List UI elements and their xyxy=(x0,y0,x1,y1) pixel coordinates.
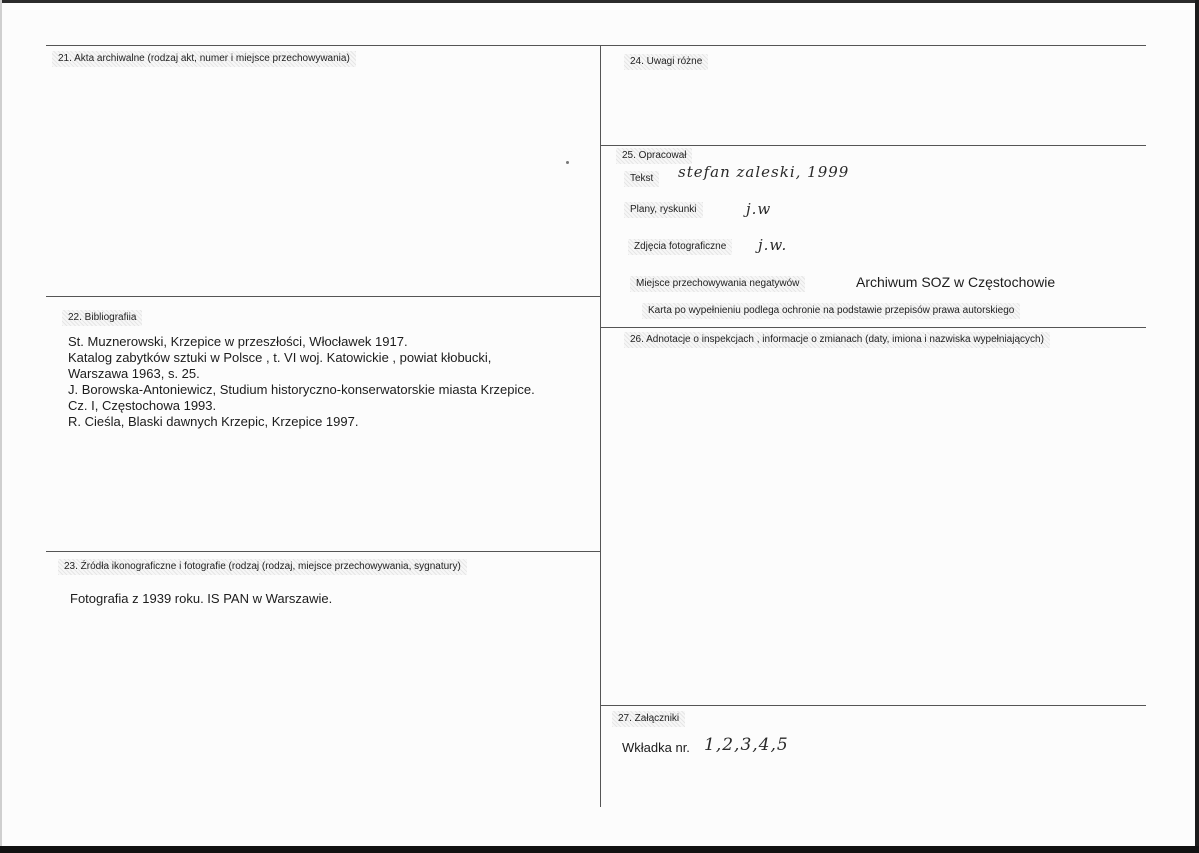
scan-edge-bottom xyxy=(0,846,1199,853)
section-22-label: 22. Bibliografiia xyxy=(62,310,142,326)
section-21-label: 21. Akta archiwalne (rodzaj akt, numer i miejsce przechowywania) xyxy=(52,51,356,67)
scan-edge-top xyxy=(0,0,1199,3)
zdjecia-label: Zdjęcia fotograficzne xyxy=(628,239,732,255)
wkladka-handwritten-value: 1,2,3,4,5 xyxy=(704,735,789,755)
scan-speck xyxy=(566,161,569,164)
miejsce-value: Archiwum SOZ w Częstochowie xyxy=(856,274,1056,290)
bibliography-line-2: Katalog zabytków sztuki w Polsce , t. VI woj. Katowickie , powiat kłobucki, xyxy=(68,350,492,365)
rule-21-22 xyxy=(46,296,600,297)
bibliography-line-6: R. Cieśla, Blaski dawnych Krzepic, Krzepice 1997. xyxy=(68,414,359,429)
rule-26-27 xyxy=(600,705,1146,706)
center-divider xyxy=(600,45,601,807)
top-rule xyxy=(46,45,1146,46)
plany-label: Plany, ryskunki xyxy=(624,202,703,218)
tekst-label: Tekst xyxy=(624,171,659,187)
miejsce-label: Miejsce przechowywania negatywów xyxy=(630,276,805,292)
bibliography-line-5: Cz. I, Częstochowa 1993. xyxy=(68,398,217,413)
zdjecia-handwritten-value: j.w. xyxy=(758,236,788,254)
scan-edge-left xyxy=(0,0,2,853)
section-24-label: 24. Uwagi różne xyxy=(624,54,708,70)
rule-24-25 xyxy=(600,145,1146,146)
bibliography-line-1: St. Muznerowski, Krzepice w przeszłości, Włocławek 1917. xyxy=(68,334,408,349)
section-27-label: 27. Załączniki xyxy=(612,711,685,727)
bibliography-line-3: Warszawa 1963, s. 25. xyxy=(68,366,200,381)
rule-22-23 xyxy=(46,551,600,552)
scan-edge-right xyxy=(1195,0,1199,853)
rule-25-26 xyxy=(600,327,1146,328)
iconographic-sources-text: Fotografia z 1939 roku. IS PAN w Warszawie. xyxy=(70,591,333,606)
section-25-label: 25. Opracował xyxy=(616,148,692,164)
tekst-handwritten-value: stefan zaleski, 1999 xyxy=(678,163,850,181)
bibliography-line-4: J. Borowska-Antoniewicz, Studium historyczno-konserwatorskie miasta Krzepice. xyxy=(68,382,535,397)
plany-handwritten-value: j.w xyxy=(746,200,772,218)
section-26-label: 26. Adnotacje o inspekcjach , informacje o zmianach (daty, imiona i nazwiska wypełniających) xyxy=(624,332,1050,348)
copyright-note: Karta po wypełnieniu podlega ochronie na podstawie przepisów prawa autorskiego xyxy=(642,303,1020,319)
wkladka-label: Wkładka nr. xyxy=(622,740,690,755)
section-23-label: 23. Źródła ikonograficzne i fotografie (rodzaj (rodzaj, miejsce przechowywania, sygnatury) xyxy=(58,559,467,575)
